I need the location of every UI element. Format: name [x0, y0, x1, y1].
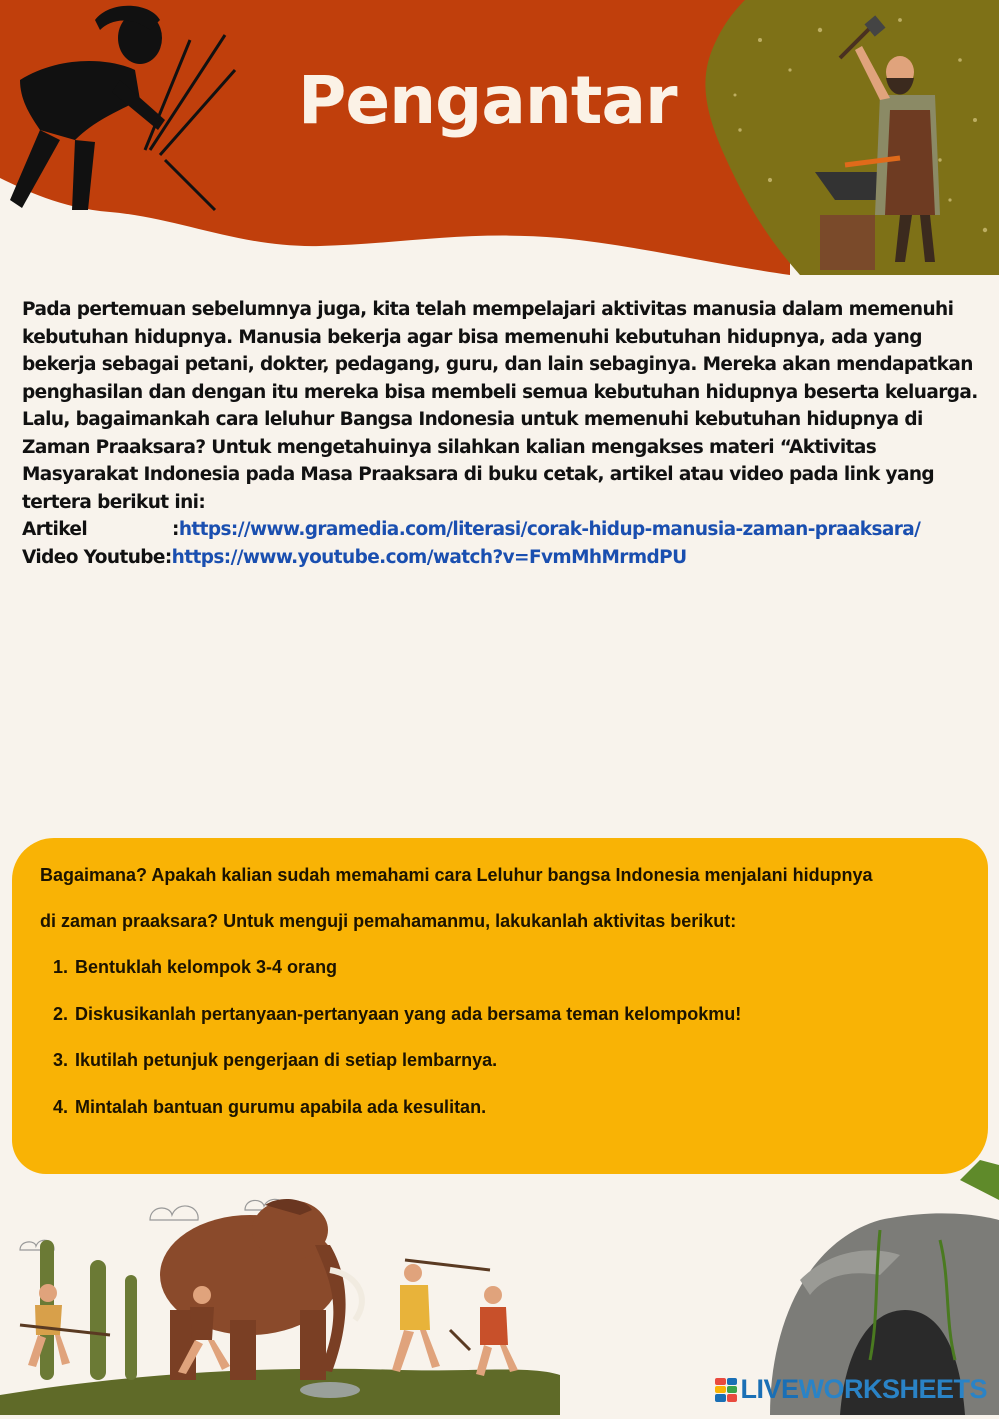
intro-paragraph: Pada pertemuan sebelumnya juga, kita telah mempelajari aktivitas manusia dalam memenuhi kebutuhan hidupnya. Manusia bekerja agar bisa memenuhi kebutuhan hidupnya, ada yang bekerja sebagai petani, dokter, pedagang, guru, dan lain sebaginya. Mereka akan mendapatkan penghasilan dan dengan itu mereka bisa membeli semua kebutuhan hidupnya beserta keluarga. Lalu, bagaimankah cara leluhur Bangsa Indonesia untuk memenuhi kebutuhan hidupnya di Zaman Praaksara? Untuk mengetahuinya silahkan kalian mengakses materi “Aktivitas Masyarakat Indonesia pada Masa Praaksara di buku cetak, artikel atau video pada link yang tertera berikut ini: — [22, 299, 978, 513]
article-link-label: Artikel — [22, 519, 88, 540]
video-link-row — [22, 544, 990, 572]
intro-section — [22, 296, 990, 571]
activity-intro-line-2: di zaman praaksara? Untuk menguji pemahamanmu, lakukanlah aktivitas berikut: — [40, 911, 737, 931]
article-link[interactable]: https://www.gramedia.com/literasi/corak-hidup-manusia-zaman-praaksara/ — [178, 519, 921, 540]
activity-step: 2. Diskusikanlah pertanyaan-pertanyaan yang ada bersama teman kelompokmu! — [73, 991, 970, 1038]
article-link-separator: : — [172, 519, 179, 540]
activity-step: 4. Mintalah bantuan gurumu apabila ada kesulitan. — [73, 1084, 970, 1131]
activity-step: 1. Bentuklah kelompok 3-4 orang — [73, 944, 970, 991]
video-link-separator: : — [164, 546, 172, 568]
brand-worksheets: WORKSHEETS — [798, 1374, 987, 1404]
video-link-label: Video Youtube — [22, 546, 165, 568]
activity-section — [40, 852, 970, 1130]
liveworksheets-logo — [715, 1374, 987, 1405]
video-link[interactable]: https://www.youtube.com/watch?v=FvmMhMrmdPU — [171, 546, 687, 568]
activity-steps — [40, 944, 970, 1130]
activity-step: 3. Ikutilah petunjuk pengerjaan di setiap lembarnya. — [73, 1037, 970, 1084]
brand-live: LIVE — [740, 1374, 799, 1404]
page-title: Pengantar — [298, 62, 677, 139]
activity-intro-line-1: Bagaimana? Apakah kalian sudah memahami cara Leluhur bangsa Indonesia menjalani hidupnya — [40, 865, 873, 885]
article-link-row — [22, 516, 990, 544]
liveworksheets-logo-icon — [715, 1378, 737, 1402]
